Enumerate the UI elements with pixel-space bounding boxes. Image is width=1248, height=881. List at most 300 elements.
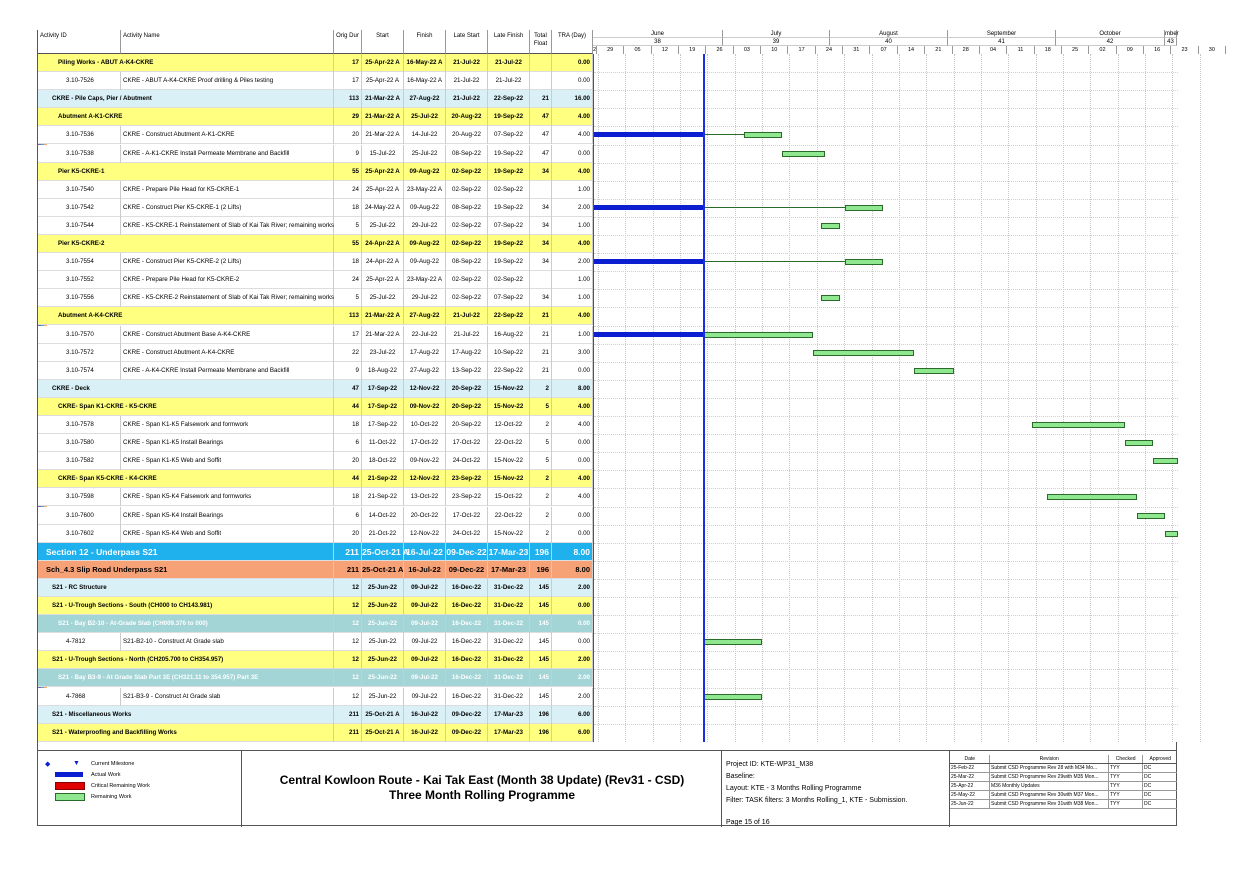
cell-tf: 5 <box>530 452 552 470</box>
cell-dur: 12 <box>334 651 362 669</box>
cell-tf: 47 <box>530 145 552 163</box>
gantt-row-line <box>594 507 1178 508</box>
cell-ls: 13-Sep-22 <box>446 362 488 380</box>
revision-cell: 25-Feb-22 <box>950 764 990 772</box>
cell-ls: 21-Jul-22 <box>446 326 488 344</box>
cell-ls: 16-Dec-22 <box>446 651 488 669</box>
cell-finish: 27-Aug-22 <box>404 307 446 325</box>
cell-tf: 21 <box>530 90 552 108</box>
cell-dur: 18 <box>334 488 362 506</box>
baseline: Baseline: <box>726 773 755 780</box>
cell-name: S21-B3-9 - Construct At Grade slab <box>121 688 334 706</box>
cell-lf: 15-Nov-22 <box>488 470 530 488</box>
cell-start: 25-Oct-21 A <box>362 543 404 561</box>
revision-table <box>950 755 1177 809</box>
gantt-row-line <box>594 235 1178 236</box>
remaining-work-bar[interactable] <box>821 223 841 229</box>
legend-label: Actual Work <box>91 772 121 778</box>
wbs-group-row[interactable] <box>38 398 593 416</box>
cell-dur: 55 <box>334 163 362 181</box>
cell-finish: 09-Jul-22 <box>404 579 446 597</box>
col-activity-id[interactable]: Activity ID <box>38 30 121 54</box>
cell-id: 3.10-7580 <box>66 434 121 452</box>
cell-tf <box>530 271 552 289</box>
remaining-work-bar[interactable] <box>703 694 762 700</box>
cell-name: CKRE - Span K5-K4 Falsework and formworks <box>121 488 334 506</box>
cell-ls: 16-Dec-22 <box>446 615 488 633</box>
cell-tra: 1.00 <box>552 326 593 344</box>
activity-row[interactable] <box>38 271 593 289</box>
cell-dur: 44 <box>334 398 362 416</box>
cell-dur: 113 <box>334 307 362 325</box>
activity-row[interactable] <box>38 507 593 525</box>
gantt-row-line <box>594 163 1178 164</box>
cell-dur: 24 <box>334 181 362 199</box>
cell-ls: 09-Dec-22 <box>446 706 488 724</box>
cell-name: CKRE- Span K1-CKRE - K5-CKRE <box>56 398 334 416</box>
actual-work-bar[interactable] <box>594 132 703 137</box>
col-activity-name[interactable]: Activity Name <box>121 30 334 54</box>
cell-id: 3.10-7526 <box>66 72 121 90</box>
cell-lf: 21-Jul-22 <box>488 72 530 90</box>
timescale-week: 43 <box>1165 38 1177 46</box>
cell-name: Pier K5-CKRE-1 <box>56 163 334 181</box>
gantt-row-line <box>594 217 1178 218</box>
actual-work-bar[interactable] <box>594 259 703 264</box>
gantt-row-line <box>594 271 1178 272</box>
cell-name: CKRE - A-K1-CKRE Install Permeate Membrane and Backfill <box>121 145 334 163</box>
cell-name: CKRE - Construct Abutment A-K1-CKRE <box>121 126 334 144</box>
cell-tra: 4.00 <box>552 470 593 488</box>
cell-name: CKRE- Span K5-CKRE - K4-CKRE <box>56 470 334 488</box>
cell-name: CKRE - Pile Caps, Pier / Abutment <box>50 90 334 108</box>
cell-name: S21 - Miscellaneous Works <box>50 706 334 724</box>
col-finish[interactable]: Finish <box>404 30 446 54</box>
gantt-row-line <box>594 651 1178 652</box>
cell-dur: 20 <box>334 126 362 144</box>
cell-tf: 145 <box>530 579 552 597</box>
cell-name: Section 12 - Underpass S21 <box>44 543 334 561</box>
remaining-work-bar[interactable] <box>1032 422 1126 428</box>
cell-start: 25-Oct-21 A <box>362 724 404 742</box>
col-total-float-line1: Total <box>534 33 547 39</box>
cell-ls: 21-Jul-22 <box>446 72 488 90</box>
revision-cell: Submit CSD Programme Rev 28 with M34 Mo... <box>990 764 1109 772</box>
cell-name: Piling Works - ABUT A-K4-CKRE <box>56 54 334 72</box>
column-header-row <box>38 30 593 54</box>
wbs-group-row[interactable] <box>38 90 593 108</box>
cell-start: 24-Apr-22 A <box>362 253 404 271</box>
wbs-group-row[interactable] <box>38 235 593 253</box>
col-total-float-line2: Float <box>533 41 548 47</box>
cell-name: Sch_4.3 Slip Road Underpass S21 <box>44 561 334 579</box>
cell-lf: 19-Sep-22 <box>488 163 530 181</box>
cell-tf <box>530 72 552 90</box>
cell-finish: 16-Jul-22 <box>404 561 446 579</box>
wbs-group-row[interactable] <box>38 669 593 687</box>
cell-tf: 145 <box>530 633 552 651</box>
cell-finish: 12-Nov-22 <box>404 380 446 398</box>
revision-cell: Submit CSD Programme Rev 31with M38 Mon... <box>990 800 1109 808</box>
activity-row[interactable] <box>38 181 593 199</box>
cell-lf: 31-Dec-22 <box>488 651 530 669</box>
remaining-work-bar[interactable] <box>914 368 953 374</box>
cell-start: 11-Oct-22 <box>362 434 404 452</box>
legend-label: Current Milestone <box>91 761 135 767</box>
actual-work-bar[interactable] <box>594 205 703 210</box>
cell-name: CKRE - Span K5-K4 Install Bearings <box>121 507 334 525</box>
wbs-group-row[interactable] <box>38 380 593 398</box>
cell-ls: 21-Jul-22 <box>446 54 488 72</box>
cell-lf: 16-Aug-22 <box>488 326 530 344</box>
wbs-group-row[interactable] <box>38 597 593 615</box>
cell-finish: 25-Jul-22 <box>404 145 446 163</box>
timescale-month: August <box>830 30 948 38</box>
activity-row[interactable] <box>38 525 593 543</box>
cell-ls: 09-Dec-22 <box>446 561 488 579</box>
rev-header-revision: Revision <box>990 755 1108 763</box>
cell-start: 25-Jun-22 <box>362 688 404 706</box>
cell-tf: 196 <box>530 561 552 579</box>
cell-finish: 13-Oct-22 <box>404 488 446 506</box>
cell-dur: 20 <box>334 452 362 470</box>
cell-tf: 145 <box>530 651 552 669</box>
cell-tra: 2.00 <box>552 199 593 217</box>
wbs-group-row[interactable] <box>38 724 593 742</box>
cell-name: S21 - Bay B2-10 - At-Grade Slab (CH009.376 to 000) <box>56 615 334 633</box>
cell-finish: 14-Jul-22 <box>404 126 446 144</box>
cell-start: 15-Jul-22 <box>362 145 404 163</box>
col-late-finish[interactable]: Late Finish <box>488 30 530 54</box>
cell-dur: 6 <box>334 507 362 525</box>
layout-name: Layout: KTE - 3 Months Rolling Programme <box>726 785 862 792</box>
cell-tf: 2 <box>530 507 552 525</box>
cell-tra: 0.00 <box>552 507 593 525</box>
cell-ls: 09-Dec-22 <box>446 543 488 561</box>
wbs-group-row[interactable] <box>38 307 593 325</box>
cell-tf: 34 <box>530 253 552 271</box>
cell-dur: 12 <box>334 688 362 706</box>
cell-ls: 20-Sep-22 <box>446 398 488 416</box>
revision-cell: TYY <box>1109 782 1143 790</box>
activity-row[interactable] <box>38 217 593 235</box>
cell-name: CKRE - K5-CKRE-2 Reinstatement of Slab of Kai Tak River; remaining works <box>121 289 334 307</box>
cell-id: 3.10-7600 <box>66 507 121 525</box>
cell-tf: 196 <box>530 543 552 561</box>
remaining-work-bar[interactable] <box>703 332 812 338</box>
activity-row[interactable] <box>38 434 593 452</box>
activity-row[interactable] <box>38 488 593 506</box>
cell-ls: 21-Jul-22 <box>446 307 488 325</box>
cell-tra: 3.00 <box>552 344 593 362</box>
cell-name: S21 - RC Structure <box>50 579 334 597</box>
cell-ls: 24-Oct-22 <box>446 452 488 470</box>
cell-ls: 09-Dec-22 <box>446 724 488 742</box>
timescale-day: 29 <box>597 46 624 54</box>
revision-row <box>950 791 1177 800</box>
wbs-group-row[interactable] <box>38 54 593 72</box>
cell-name: CKRE - Span K5-K4 Web and Soffit <box>121 525 334 543</box>
cell-tra: 4.00 <box>552 126 593 144</box>
cell-start: 25-Apr-22 A <box>362 163 404 181</box>
cell-dur: 211 <box>334 724 362 742</box>
cell-start: 21-Mar-22 A <box>362 90 404 108</box>
timescale-week: 42 <box>1056 38 1165 46</box>
report-title: Central Kowloon Route - Kai Tak East (Month 38 Update) (Rev31 - CSD) <box>279 773 685 787</box>
timescale-day: 03 <box>734 46 761 54</box>
activity-row[interactable] <box>38 289 593 307</box>
timescale-day: 23 <box>1171 46 1198 54</box>
activity-row[interactable] <box>38 633 593 651</box>
cell-name: Abutment A-K1-CKRE <box>56 108 334 126</box>
revision-cell: 25-May-22 <box>950 791 990 799</box>
remaining-work-bar[interactable] <box>1125 440 1152 446</box>
cell-dur: 9 <box>334 362 362 380</box>
gantt-gridline <box>1200 54 1201 742</box>
activity-row[interactable] <box>38 253 593 271</box>
revision-cell: M36 Monthly Updates <box>990 782 1109 790</box>
cell-tf: 145 <box>530 688 552 706</box>
timescale-week: 39 <box>723 38 830 46</box>
cell-tra: 4.00 <box>552 163 593 181</box>
remaining-work-bar[interactable] <box>1047 494 1137 500</box>
cell-lf: 22-Oct-22 <box>488 507 530 525</box>
activity-row[interactable] <box>38 688 593 706</box>
gantt-row-line <box>594 633 1178 634</box>
cell-tra: 0.00 <box>552 525 593 543</box>
gantt-row-line <box>594 688 1178 689</box>
cell-tra: 4.00 <box>552 416 593 434</box>
gantt-row-line <box>594 452 1178 453</box>
cell-tf: 145 <box>530 615 552 633</box>
timescale-day: 31 <box>843 46 870 54</box>
wbs-group-row[interactable] <box>38 470 593 488</box>
activity-row[interactable] <box>38 326 593 344</box>
wbs-group-row[interactable] <box>38 163 593 181</box>
page-number: Page 15 of 16 <box>726 819 770 826</box>
cell-dur: 211 <box>334 543 362 561</box>
activity-row[interactable] <box>38 145 593 163</box>
cell-finish: 09-Jul-22 <box>404 669 446 687</box>
col-late-start[interactable]: Late Start <box>446 30 488 54</box>
cell-name: CKRE - Span K1-K5 Falsework and formwork <box>121 416 334 434</box>
cell-lf: 10-Sep-22 <box>488 344 530 362</box>
cell-lf: 15-Oct-22 <box>488 488 530 506</box>
activity-row[interactable] <box>38 126 593 144</box>
gantt-row-line <box>594 126 1178 127</box>
timescale-month: July <box>723 30 830 38</box>
cell-name: S21 - U-Trough Sections - South (CH000 to CH143.981) <box>50 597 334 615</box>
gantt-row-line <box>594 344 1178 345</box>
cell-id: 3.10-7570 <box>66 326 121 344</box>
milestone-legend-icon: ◆ <box>45 761 51 768</box>
cell-start: 24-Apr-22 A <box>362 235 404 253</box>
gantt-row-line <box>594 199 1178 200</box>
revision-cell: DC <box>1144 792 1152 798</box>
cell-ls: 16-Dec-22 <box>446 688 488 706</box>
cell-dur: 6 <box>334 434 362 452</box>
cell-lf: 02-Sep-22 <box>488 181 530 199</box>
col-total-float[interactable] <box>530 30 552 54</box>
cell-start: 21-Mar-22 A <box>362 326 404 344</box>
timescale-day: 25 <box>1062 46 1089 54</box>
remaining-work-bar[interactable] <box>1137 513 1164 519</box>
cell-name: S21 - Bay B3-9 - At Grade Slab Part 3E (CH321.11 to 354.957) Part 3E <box>56 669 334 687</box>
revision-cell: DC <box>1144 801 1152 807</box>
cell-dur: 18 <box>334 416 362 434</box>
timescale-day: 05 <box>624 46 651 54</box>
activity-row[interactable] <box>38 344 593 362</box>
cell-ls: 17-Oct-22 <box>446 507 488 525</box>
revision-row <box>950 800 1177 809</box>
cell-finish: 23-May-22 A <box>404 181 446 199</box>
cell-ls: 20-Sep-22 <box>446 380 488 398</box>
cell-tf: 21 <box>530 344 552 362</box>
timescale-day: 2 <box>593 47 597 53</box>
cell-tf: 196 <box>530 706 552 724</box>
cell-name: CKRE - Prepare Pile Head for K5-CKRE-2 <box>121 271 334 289</box>
wbs-group-row[interactable] <box>38 706 593 724</box>
cell-finish: 25-Jul-22 <box>404 108 446 126</box>
gantt-row-line <box>594 108 1178 109</box>
cell-lf: 31-Dec-22 <box>488 597 530 615</box>
cell-lf: 07-Sep-22 <box>488 217 530 235</box>
cell-ls: 17-Oct-22 <box>446 434 488 452</box>
cell-finish: 10-Oct-22 <box>404 416 446 434</box>
timescale-week: 38 <box>593 38 723 46</box>
remaining-work-bar[interactable] <box>1153 458 1178 464</box>
cell-start: 14-Oct-22 <box>362 507 404 525</box>
cell-lf: 15-Nov-22 <box>488 525 530 543</box>
cell-tf: 34 <box>530 289 552 307</box>
timescale-day: 07 <box>871 46 898 54</box>
remaining-work-bar[interactable] <box>744 132 782 138</box>
cell-tra: 0.00 <box>552 434 593 452</box>
wbs-group-row[interactable] <box>38 579 593 597</box>
cell-lf: 22-Sep-22 <box>488 307 530 325</box>
gantt-row-line <box>594 561 1178 562</box>
cell-tra: 4.00 <box>552 307 593 325</box>
cell-lf: 17-Mar-23 <box>488 706 530 724</box>
cell-lf: 19-Sep-22 <box>488 235 530 253</box>
cell-tra: 0.00 <box>552 72 593 90</box>
cell-name: S21 - Waterproofing and Backfilling Works <box>50 724 334 742</box>
timescale-day: 17 <box>788 46 815 54</box>
timescale-day: 02 <box>1089 46 1116 54</box>
timescale-day: 16 <box>1144 46 1171 54</box>
cell-lf: 21-Jul-22 <box>488 54 530 72</box>
activity-row[interactable] <box>38 362 593 380</box>
cell-tf: 34 <box>530 217 552 235</box>
cell-tf: 34 <box>530 235 552 253</box>
remaining-work-bar[interactable] <box>845 259 883 265</box>
cell-lf: 19-Sep-22 <box>488 108 530 126</box>
wbs-group-row[interactable] <box>38 108 593 126</box>
remaining-work-bar[interactable] <box>821 295 841 301</box>
remaining-work-bar[interactable] <box>1165 531 1178 537</box>
activity-row[interactable] <box>38 72 593 90</box>
cell-name: Pier K5-CKRE-2 <box>56 235 334 253</box>
cell-ls: 08-Sep-22 <box>446 199 488 217</box>
cell-lf: 22-Sep-22 <box>488 362 530 380</box>
timescale-month: mber <box>1165 31 1179 37</box>
cell-tra: 0.00 <box>552 615 593 633</box>
gantt-row-line <box>594 470 1178 471</box>
timescale-day: 10 <box>761 46 788 54</box>
gantt-row-line <box>594 181 1178 182</box>
rev-header-approved: Approved <box>1149 756 1171 762</box>
wbs-group-row[interactable] <box>38 615 593 633</box>
cell-start: 25-Jul-22 <box>362 217 404 235</box>
gantt-row-line <box>594 416 1178 417</box>
cell-tf: 2 <box>530 470 552 488</box>
remaining-work-bar[interactable] <box>845 205 883 211</box>
cell-finish: 09-Nov-22 <box>404 452 446 470</box>
cell-lf: 31-Dec-22 <box>488 669 530 687</box>
timescale-month: October <box>1056 30 1165 38</box>
remaining-work-bar[interactable] <box>703 639 762 645</box>
cell-dur: 17 <box>334 54 362 72</box>
revision-row <box>950 782 1177 791</box>
wbs-group-row[interactable] <box>38 543 593 561</box>
cell-start: 25-Oct-21 A <box>362 706 404 724</box>
timescale-day: 28 <box>953 46 980 54</box>
cell-id: 3.10-7572 <box>66 344 121 362</box>
actual-work-legend-icon <box>55 772 83 777</box>
cell-lf: 07-Sep-22 <box>488 289 530 307</box>
cell-start: 17-Sep-22 <box>362 398 404 416</box>
remaining-work-bar[interactable] <box>782 151 825 157</box>
col-tra[interactable]: TRA (Day) <box>552 30 593 54</box>
cell-start: 25-Oct-21 A <box>362 561 404 579</box>
gantt-chart <box>593 54 1178 742</box>
wbs-group-row[interactable] <box>38 561 593 579</box>
cell-dur: 211 <box>334 706 362 724</box>
cell-lf: 15-Nov-22 <box>488 380 530 398</box>
cell-ls: 02-Sep-22 <box>446 271 488 289</box>
cell-tra: 8.00 <box>552 543 593 561</box>
timescale-header <box>593 30 1215 55</box>
cell-start: 25-Jun-22 <box>362 669 404 687</box>
col-orig-dur[interactable]: Orig Dur <box>334 30 362 54</box>
revision-cell: 25-Apr-22 <box>950 782 990 790</box>
cell-ls: 23-Sep-22 <box>446 488 488 506</box>
col-start[interactable]: Start <box>362 30 404 54</box>
cell-tf: 145 <box>530 597 552 615</box>
title-box <box>242 751 722 827</box>
activity-row[interactable] <box>38 199 593 217</box>
legend-label: Remaining Work <box>91 794 132 800</box>
cell-ls: 08-Sep-22 <box>446 145 488 163</box>
cell-id: 3.10-7578 <box>66 416 121 434</box>
cell-id: 3.10-7552 <box>66 271 121 289</box>
actual-work-bar[interactable] <box>594 332 703 337</box>
activity-row[interactable] <box>38 416 593 434</box>
revision-cell: TYY <box>1109 773 1143 781</box>
cell-finish: 09-Nov-22 <box>404 398 446 416</box>
remaining-work-bar[interactable] <box>813 350 915 356</box>
cell-tf: 21 <box>530 307 552 325</box>
cell-tra: 4.00 <box>552 488 593 506</box>
wbs-group-row[interactable] <box>38 651 593 669</box>
timescale-day: 26 <box>706 46 733 54</box>
cell-finish: 27-Aug-22 <box>404 90 446 108</box>
cell-tra: 1.00 <box>552 217 593 235</box>
cell-finish: 29-Jul-22 <box>404 217 446 235</box>
activity-row[interactable] <box>38 452 593 470</box>
cell-tra: 0.00 <box>552 362 593 380</box>
gantt-row-line <box>594 615 1178 616</box>
